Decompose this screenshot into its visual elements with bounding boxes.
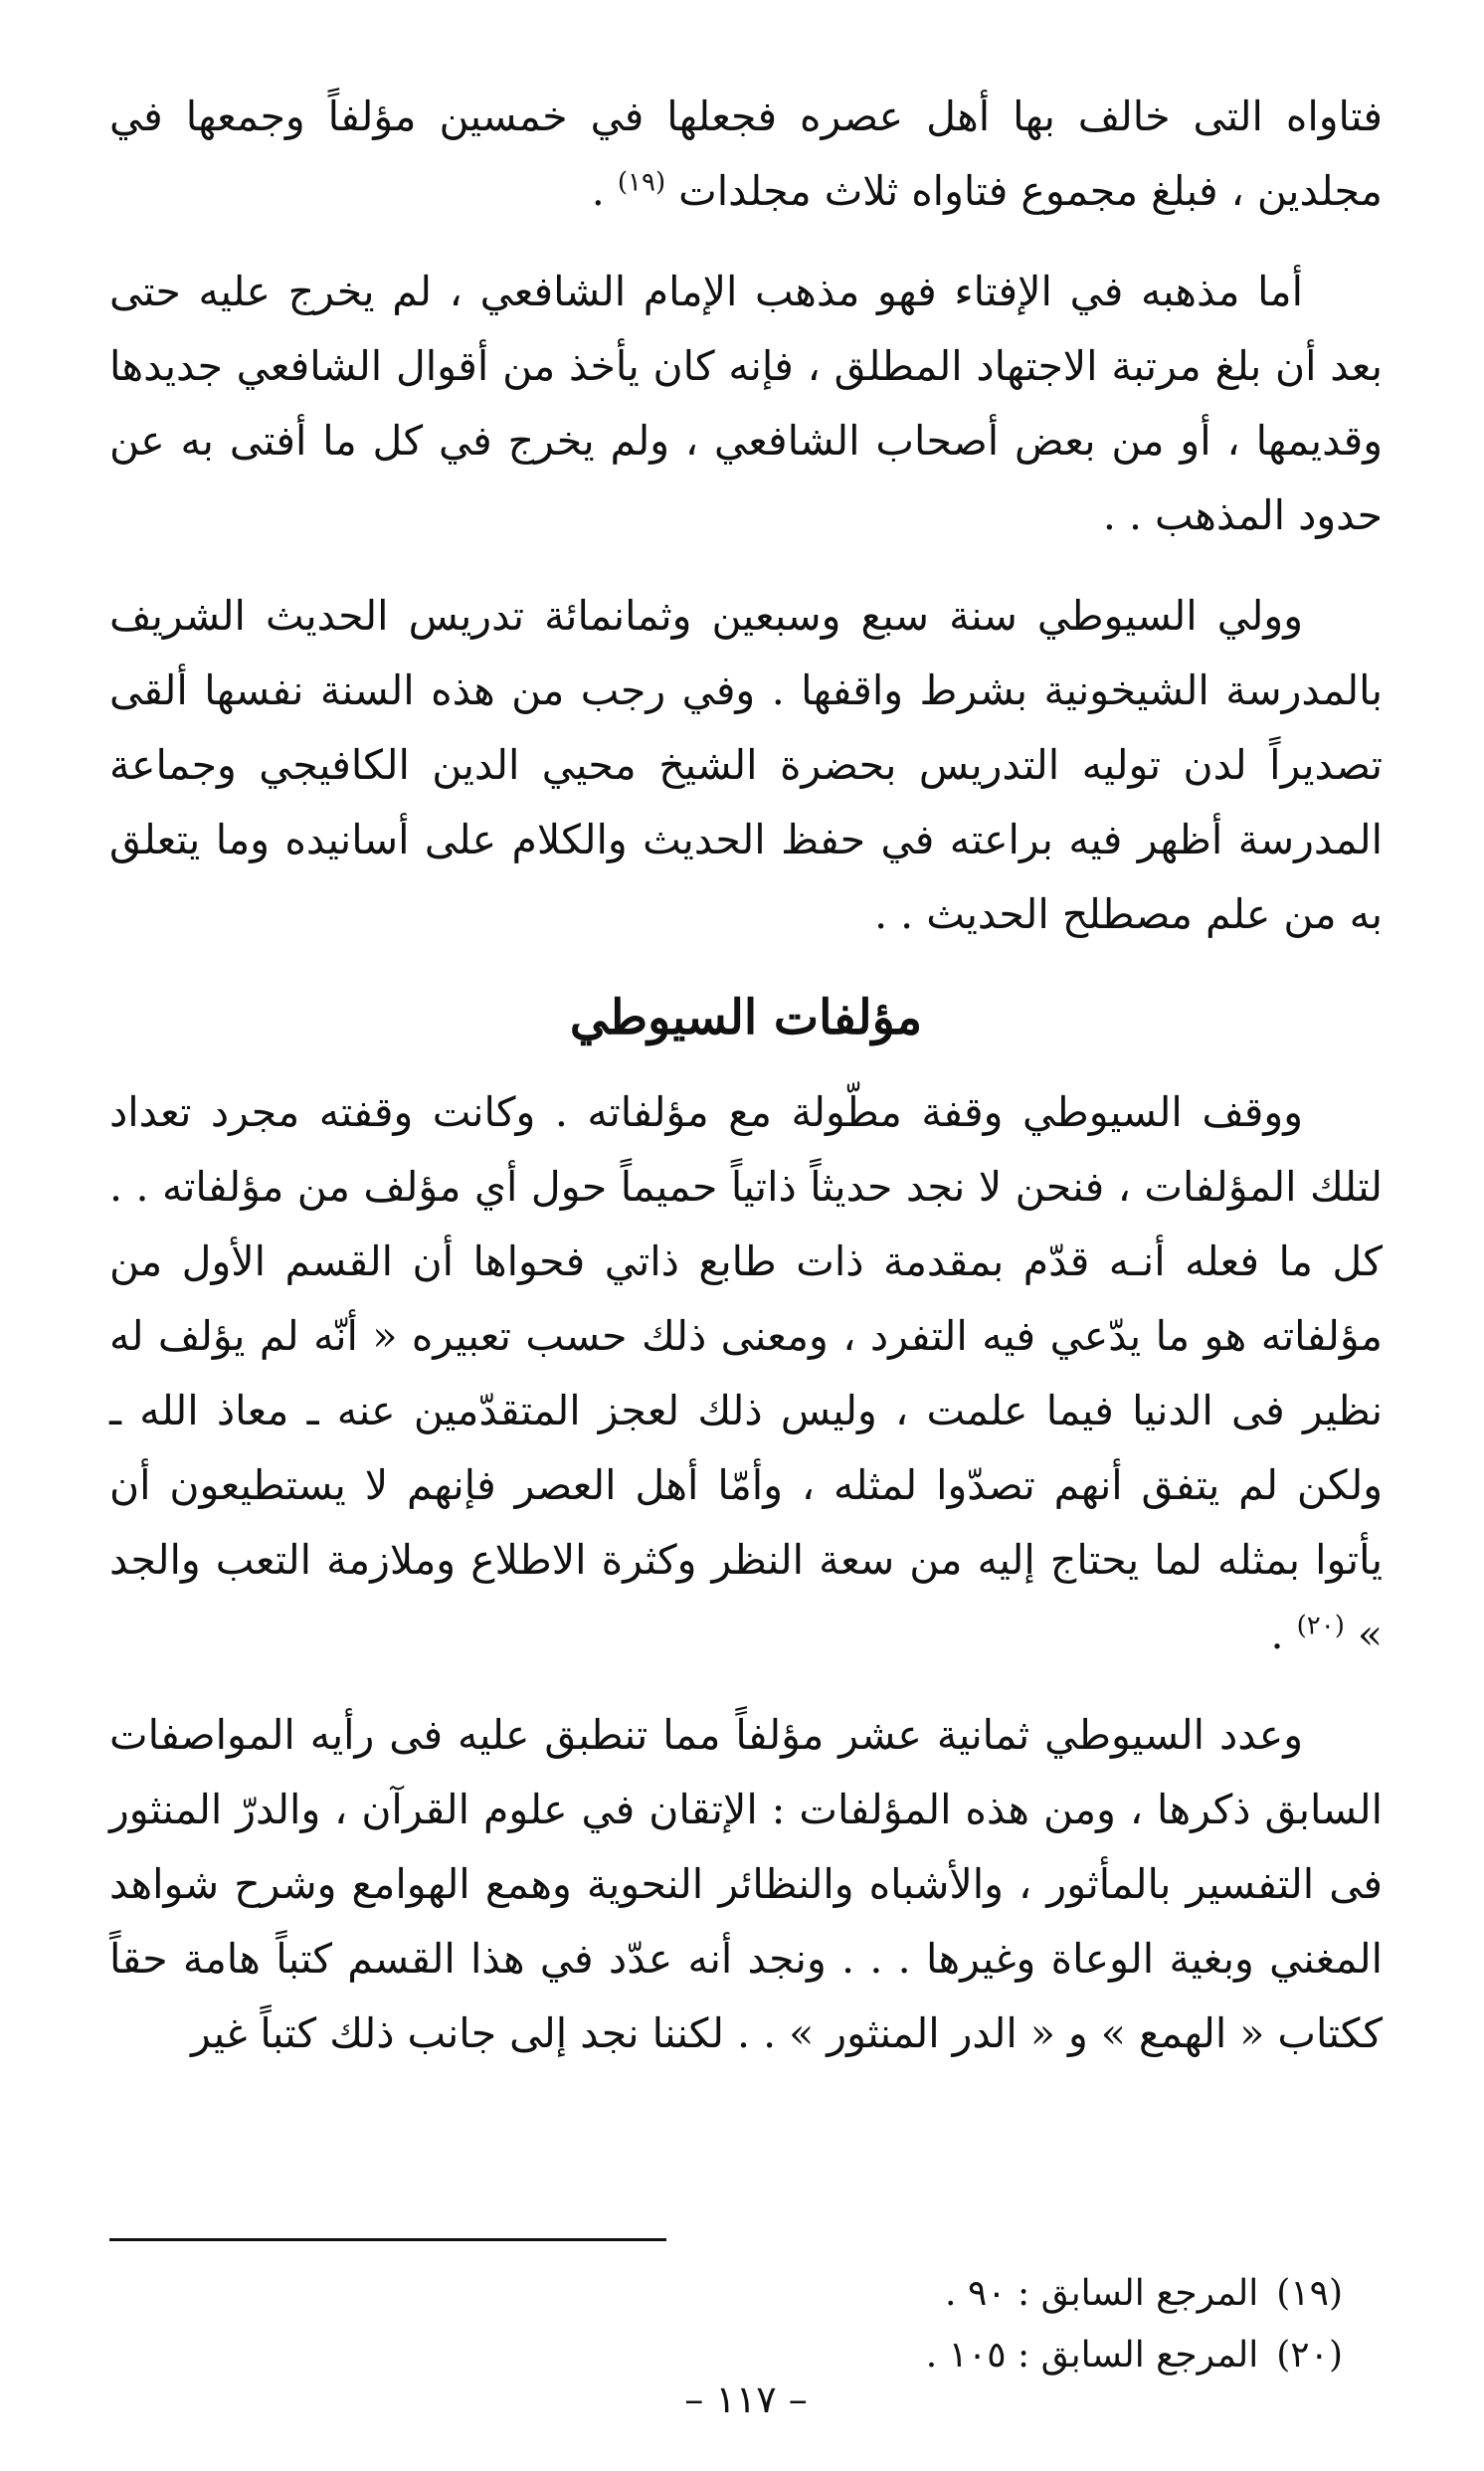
page-number: – ١١٧ – <box>684 2377 808 2421</box>
paragraph-waqfa <box>109 1075 1383 1672</box>
footnote-marker-19[interactable]: (١٩) <box>617 167 666 198</box>
paragraph-tail: . <box>1270 1611 1297 1658</box>
footnote-text: المرجع السابق : ٩٠ . <box>945 2273 1259 2314</box>
footnote-text: المرجع السابق : ١٠٥ . <box>925 2335 1259 2376</box>
paragraph-adad <box>109 1698 1383 2071</box>
footnote-19 <box>448 2263 1343 2325</box>
paragraph-tadris <box>109 579 1383 952</box>
paragraph-tail: . <box>591 167 618 215</box>
paragraph-text: ووقف السيوطي وقفة مطّولة مع مؤلفاته . وكانت وقفته مجرد تعداد لتلك المؤلفات ، فنحن لا نجد حديثاً ذاتياً حميماً حول أي مؤلف من مؤلفاته . . كل ما فعله أنـه قدّم بمقدمة ذات طابع ذاتي فحواها أن القسم الأول من مؤلفاته هو ما يدّعي فيه التفرد ، ومعنى ذلك حسب تعبيره « أنّه لم يؤلف له نظير فى الدنيا فيما علمت ، وليس ذلك لعجز المتقدّمين عنه ـ معاذ الله ـ ولكن لم يتفق أنهم تصدّوا لمثله ، وأمّا أهل العصر فإنهم لا يستطيعون أن يأتوا بمثله لما يحتاج إليه من سعة النظر وكثرة الاطلاع وملازمة التعب والجد » <box>109 1088 1383 1658</box>
paragraph-text: أما مذهبه في الإفتاء فهو مذهب الإمام الشافعي ، لم يخرج عليه حتى بعد أن بلغ مرتبة الاجتهاد المطلق ، فإنه كان يأخذ من أقوال الشافعي جديدها وقديمها ، أو من بعض أصحاب الشافعي ، ولم يخرج في كل ما أفتى به عن حدود المذهب . . <box>109 268 1383 539</box>
paragraph-fatawa <box>109 80 1383 229</box>
footnote-number: (١٩) <box>1276 2273 1343 2314</box>
footnote-divider <box>109 2238 666 2241</box>
paragraph-text: فتاواه التى خالف بها أهل عصره فجعلها في خمسين مؤلفاً وجمعها في مجلدين ، فبلغ مجموع فتاواه ثلاث مجلدات <box>109 93 1383 215</box>
paragraph-text: وعدد السيوطي ثمانية عشر مؤلفاً مما تنطبق عليه فى رأيه المواصفات السابق ذكرها ، ومن هذه المؤلفات : الإتقان في علوم القرآن ، والدرّ المنثور فى التفسير بالمأثور ، والأشباه والنظائر النحوية وهمع الهوامع وشرح شواهد المغني وبغية الوعاة وغيرها . . . ونجد أنه عدّد في هذا القسم كتباً هامة حقاً ككتاب « الهمع » و « الدر المنثور » . . لكننا نجد إلى جانب ذلك كتباً غير <box>109 1711 1383 2057</box>
document-page <box>109 80 1383 2421</box>
section-heading: مؤلفات السيوطي <box>569 990 923 1045</box>
footnote-marker-20[interactable]: (٢٠) <box>1296 1611 1345 1641</box>
footnotes <box>448 2263 1343 2386</box>
paragraph-text: وولي السيوطي سنة سبع وسبعين وثمانمائة تدريس الحديث الشريف بالمدرسة الشيخونية بشرط واقفها . وفي رجب من هذه السنة نفسها ألقى تصديراً لدن توليه التدريس بحضرة الشيخ محيي الدين الكافيجي وجماعة المدرسة أظهر فيه براعته في حفظ الحديث والكلام على أسانيده وما يتعلق به من علم مصطلح الحديث . . <box>109 592 1383 938</box>
footnote-number: (٢٠) <box>1276 2335 1343 2376</box>
paragraph-madhhab <box>109 255 1383 553</box>
